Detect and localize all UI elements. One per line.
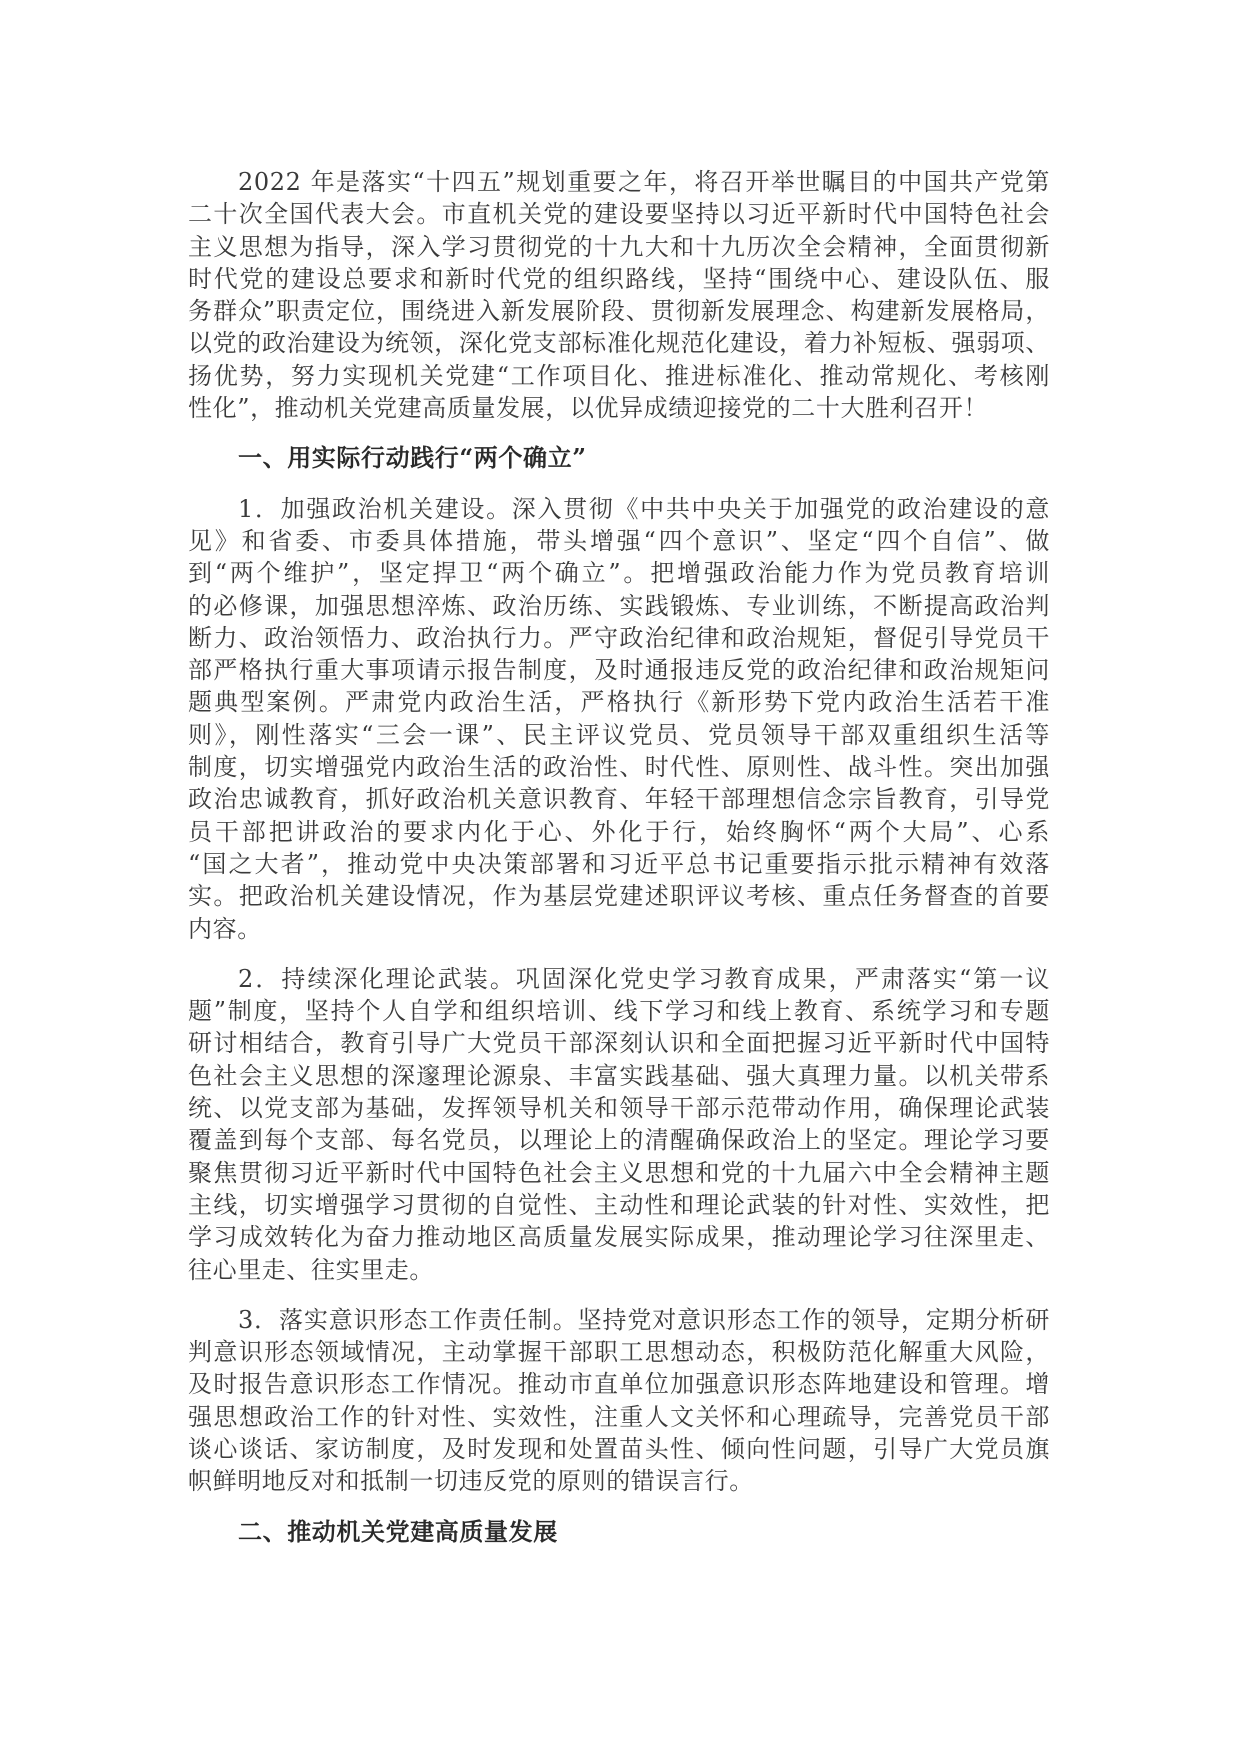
paragraph — [188, 1304, 1050, 1498]
text-line: 以党的政治建设为统领，深化党支部标准化规范化建设，着力补短板、强弱项、 — [188, 329, 1050, 358]
text-line: 内容。 — [188, 914, 262, 943]
text-line: 务群众”职责定位，围绕进入新发展阶段、贯彻新发展理念、构建新发展格局， — [188, 297, 1050, 326]
text-line: 谈心谈话、家访制度，及时发现和处置苗头性、倾向性问题，引导广大党员旗 — [188, 1434, 1050, 1463]
text-line: 统、以党支部为基础，发挥领导机关和领导干部示范带动作用，确保理论武装 — [188, 1094, 1050, 1123]
text-line: 帜鲜明地反对和抵制一切违反党的原则的错误言行。 — [188, 1467, 754, 1496]
paragraph — [188, 963, 1050, 1286]
text-line: 1．加强政治机关建设。深入贯彻《中共中央关于加强党的政治建设的意 — [238, 494, 1050, 523]
section-heading — [188, 442, 1050, 474]
text-line: 时代党的建设总要求和新时代党的组织路线，坚持“围绕中心、建设队伍、服 — [188, 264, 1050, 293]
text-line: 题”制度，坚持个人自学和组织培训、线下学习和线上教育、系统学习和专题 — [188, 997, 1050, 1026]
section-heading — [188, 1516, 1050, 1548]
text-line: 聚焦贯彻习近平新时代中国特色社会主义思想和党的十九届六中全会精神主题 — [188, 1158, 1050, 1187]
text-line: 覆盖到每个支部、每名党员，以理论上的清醒确保政治上的坚定。理论学习要 — [188, 1126, 1050, 1155]
text-line: 学习成效转化为奋力推动地区高质量发展实际成果，推动理论学习往深里走、 — [188, 1223, 1050, 1252]
document-body — [188, 166, 1050, 1548]
text-line: 研讨相结合，教育引导广大党员干部深刻认识和全面把握习近平新时代中国特 — [188, 1029, 1050, 1058]
text-line: 往心里走、往实里走。 — [188, 1255, 434, 1284]
text-line: 见》和省委、市委具体措施，带头增强“四个意识”、坚定“四个自信”、做 — [188, 526, 1050, 555]
paragraph — [188, 493, 1050, 945]
text-line: 断力、政治领悟力、政治执行力。严守政治纪律和政治规矩，督促引导党员干 — [188, 623, 1050, 652]
text-line: 2．持续深化理论武装。巩固深化党史学习教育成果，严肃落实“第一议 — [238, 964, 1050, 993]
text-line: 扬优势，努力实现机关党建“工作项目化、推进标准化、推动常规化、考核刚 — [188, 361, 1050, 390]
paragraph — [188, 166, 1050, 424]
text-line: 到“两个维护”，坚定捍卫“两个确立”。把增强政治能力作为党员教育培训 — [188, 559, 1050, 588]
text-line: 实。把政治机关建设情况，作为基层党建述职评议考核、重点任务督查的首要 — [188, 882, 1050, 911]
text-line: 则》，刚性落实“三会一课”、民主评议党员、党员领导干部双重组织生活等 — [188, 720, 1050, 749]
heading-text: 一、用实际行动践行“两个确立” — [238, 443, 587, 473]
text-line: 3．落实意识形态工作责任制。坚持党对意识形态工作的领导，定期分析研 — [238, 1305, 1050, 1334]
text-line: 员干部把讲政治的要求内化于心、外化于行，始终胸怀“两个大局”、心系 — [188, 817, 1050, 846]
text-line: 部严格执行重大事项请示报告制度，及时通报违反党的政治纪律和政治规矩问 — [188, 656, 1050, 685]
text-line: “国之大者”，推动党中央决策部署和习近平总书记重要指示批示精神有效落 — [188, 849, 1050, 878]
heading-text: 二、推动机关党建高质量发展 — [238, 1516, 558, 1546]
text-line: 制度，切实增强党内政治生活的政治性、时代性、原则性、战斗性。突出加强 — [188, 753, 1050, 782]
text-line: 题典型案例。严肃党内政治生活，严格执行《新形势下党内政治生活若干准 — [188, 688, 1050, 717]
text-line: 主线，切实增强学习贯彻的自觉性、主动性和理论武装的针对性、实效性，把 — [188, 1190, 1050, 1219]
text-line: 强思想政治工作的针对性、实效性，注重人文关怀和心理疏导，完善党员干部 — [188, 1402, 1050, 1431]
text-line: 色社会主义思想的深邃理论源泉、丰富实践基础、强大真理力量。以机关带系 — [188, 1061, 1050, 1090]
text-line: 二十次全国代表大会。市直机关党的建设要坚持以习近平新时代中国特色社会 — [188, 200, 1050, 229]
text-line: 的必修课，加强思想淬炼、政治历练、实践锻炼、专业训练，不断提高政治判 — [188, 591, 1050, 620]
text-line: 及时报告意识形态工作情况。推动市直单位加强意识形态阵地建设和管理。增 — [188, 1370, 1050, 1399]
text-line: 主义思想为指导，深入学习贯彻党的十九大和十九历次全会精神，全面贯彻新 — [188, 232, 1050, 261]
text-line: 判意识形态领域情况，主动掌握干部职工思想动态，积极防范化解重大风险， — [188, 1338, 1050, 1367]
text-line: 2022 年是落实“十四五”规划重要之年，将召开举世瞩目的中国共产党第 — [238, 168, 1050, 196]
text-line: 政治忠诚教育，抓好政治机关意识教育、年轻干部理想信念宗旨教育，引导党 — [188, 785, 1050, 814]
text-line: 性化”，推动机关党建高质量发展，以优异成绩迎接党的二十大胜利召开！ — [188, 394, 989, 423]
